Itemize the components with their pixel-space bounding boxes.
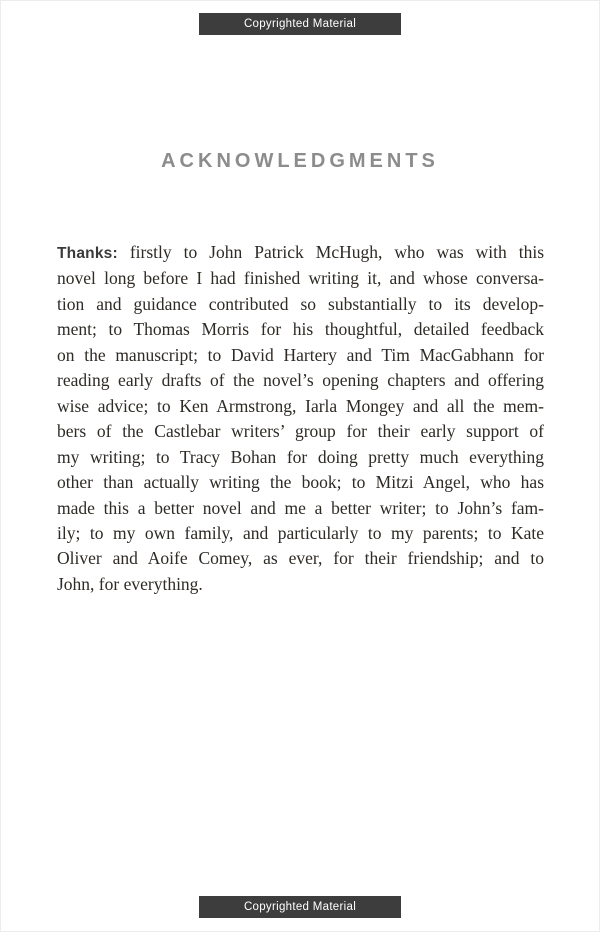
body-line-text: firstly to John Patrick McHugh, who was with this xyxy=(129,242,545,262)
acknowledgments-body xyxy=(57,240,544,597)
body-line: other than actually writing the book; to Mitzi Angel, who has xyxy=(57,472,544,493)
thanks-lead: Thanks: xyxy=(57,245,118,262)
body-line: wise advice; to Ken Armstrong, Iarla Mongey and all the mem- xyxy=(57,395,544,416)
body-line: my writing; to Tracy Bohan for doing pretty much everything xyxy=(57,446,544,467)
body-line: made this a better novel and me a better writer; to John’s fam- xyxy=(57,497,544,518)
body-line: novel long before I had finished writing it, and whose conversa- xyxy=(57,268,544,289)
body-line: tion and guidance contributed so substantially to its develop- xyxy=(57,293,544,314)
body-line: ment; to Thomas Morris for his thoughtful, detailed feedback xyxy=(57,319,544,340)
page-title: ACKNOWLEDGMENTS xyxy=(161,150,439,173)
body-line: John, for everything. xyxy=(57,573,203,594)
copyright-banner-bottom: Copyrighted Material xyxy=(199,896,401,918)
body-line: reading early drafts of the novel’s opening chapters and offering xyxy=(57,370,544,391)
body-line: bers of the Castlebar writers’ group for their early support of xyxy=(57,421,544,442)
body-line xyxy=(57,240,544,266)
body-line: ily; to my own family, and particularly to my parents; to Kate xyxy=(57,522,544,543)
body-line: Oliver and Aoife Comey, as ever, for their friendship; and to xyxy=(57,548,544,569)
body-line: on the manuscript; to David Hartery and Tim MacGabhann for xyxy=(57,344,544,365)
copyright-banner-top: Copyrighted Material xyxy=(199,13,401,35)
